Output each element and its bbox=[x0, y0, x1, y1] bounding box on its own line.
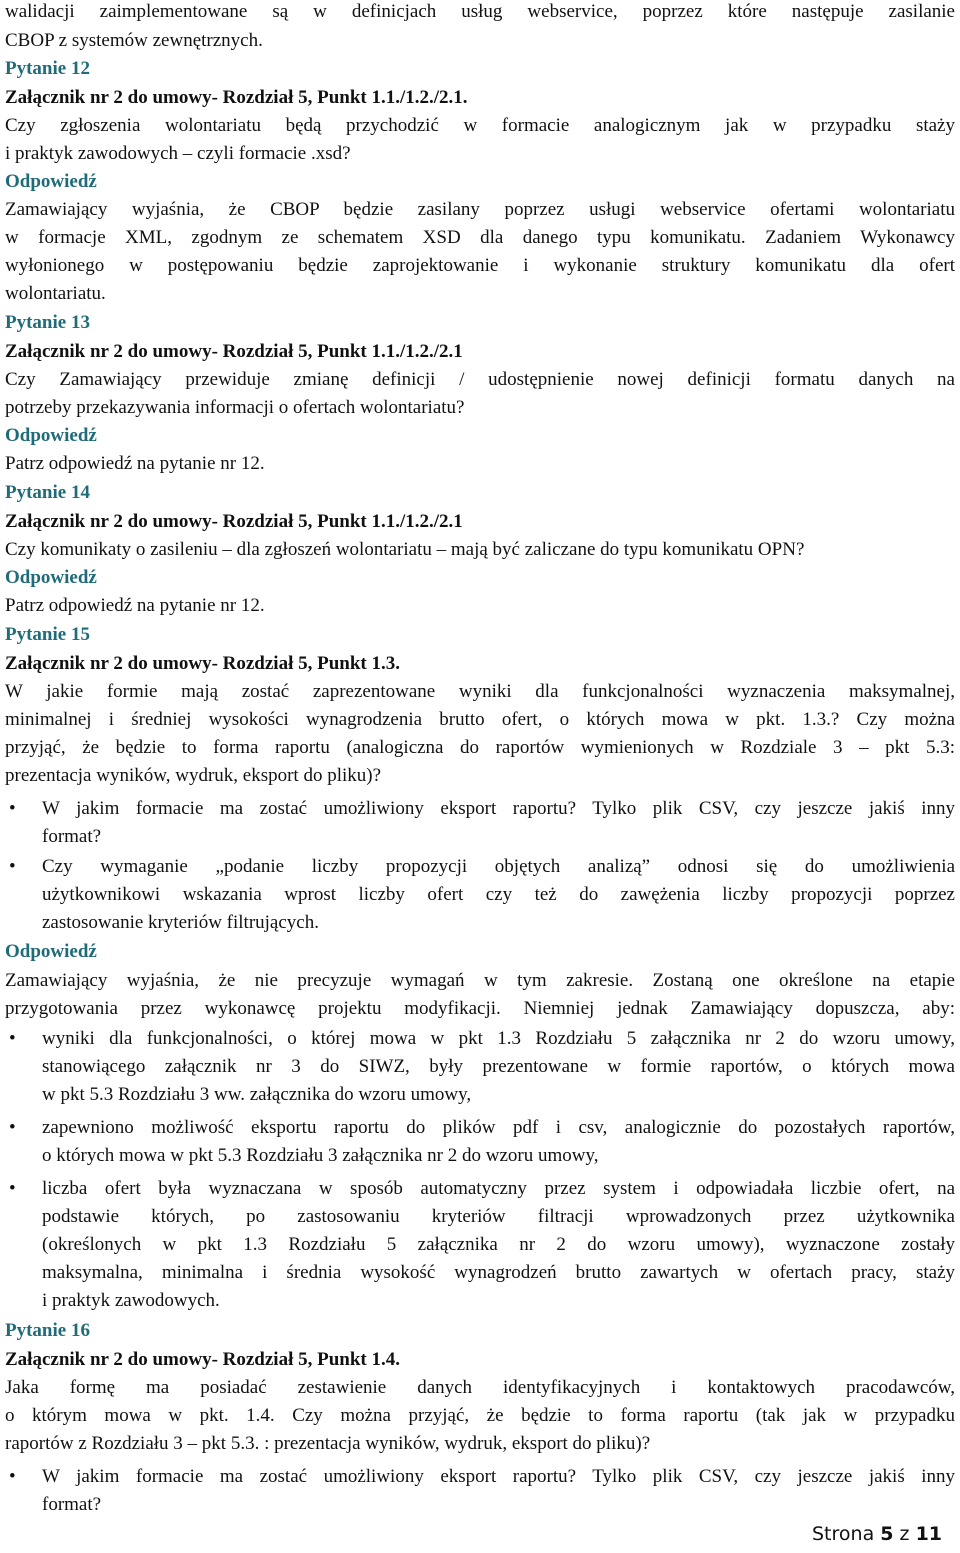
bullet-text-line: stanowiącego załącznik nr 3 do SIWZ, były prezentowane w formie raportów, o których mowa bbox=[42, 1056, 955, 1077]
text-line: Czy komunikaty o zasileniu – dla zgłoszeń wolontariatu – mają być zaliczane do typu komunikatu OPN? bbox=[5, 539, 805, 560]
text-line: raportów z Rozdziału 3 – pkt 5.3. : prezentacja wyników, wydruk, eksport do pliku)? bbox=[5, 1433, 651, 1454]
text-line: przyjąć, że będzie to forma raportu (analogiczna do raportów wymienionych w Rozdziale 3 – pkt 5.3: bbox=[5, 737, 955, 758]
text-line: Zamawiający wyjaśnia, że nie precyzuje wymagań w tym zakresie. Zostaną one określone na etapie bbox=[5, 970, 955, 991]
section-heading: Odpowiedź bbox=[5, 941, 97, 962]
text-line: Czy zgłoszenia wolontariatu będą przychodzić w formacie analogicznym jak w przypadku staży bbox=[5, 115, 955, 136]
reference-heading: Załącznik nr 2 do umowy- Rozdział 5, Punkt 1.3. bbox=[5, 653, 400, 674]
text-line: Zamawiający wyjaśnia, że CBOP będzie zasilany poprzez usługi webservice ofertami wolontariatu bbox=[5, 199, 955, 220]
bullet-icon: • bbox=[9, 1117, 16, 1138]
section-heading: Pytanie 14 bbox=[5, 482, 90, 503]
bullet-text-line: (określonych w pkt 1.3 Rozdziału 5 załącznika nr 2 do wzoru umowy), wyznaczone zostały bbox=[42, 1234, 955, 1255]
text-line: Jaka formę ma posiadać zestawienie danych identyfikacyjnych i kontaktowych pracodawców, bbox=[5, 1377, 955, 1398]
reference-heading: Załącznik nr 2 do umowy- Rozdział 5, Punkt 1.1./1.2./2.1 bbox=[5, 341, 463, 362]
text-line: W jakie formie mają zostać zaprezentowane wyniki dla funkcjonalności wyznaczenia maksymalnej, bbox=[5, 681, 955, 702]
reference-heading: Załącznik nr 2 do umowy- Rozdział 5, Punkt 1.1./1.2./2.1. bbox=[5, 87, 468, 108]
bullet-text-line: użytkownikowi wskazania wprost liczby ofert czy też do zawężenia liczby propozycji poprzez bbox=[42, 884, 955, 905]
bullet-text-line: podstawie których, po zastosowaniu kryteriów filtracji wprowadzonych przez użytkownika bbox=[42, 1206, 955, 1227]
bullet-text-line: W jakim formacie ma zostać umożliwiony eksport raportu? Tylko plik CSV, czy jeszcze jakiś inny bbox=[42, 798, 955, 819]
bullet-text-line: maksymalna, minimalna i średnia wysokość wynagrodzeń brutto zawartych w ofertach pracy, staży bbox=[42, 1262, 955, 1283]
section-heading: Odpowiedź bbox=[5, 567, 97, 588]
text-line: przygotowania przez wykonawcę projektu modyfikacji. Niemniej jednak Zamawiający dopuszcza, aby: bbox=[5, 998, 955, 1019]
bullet-icon: • bbox=[9, 798, 16, 819]
text-line: Patrz odpowiedź na pytanie nr 12. bbox=[5, 453, 265, 474]
text-line: wolontariatu. bbox=[5, 283, 106, 304]
text-line: wyłonionego w postępowaniu będzie zaprojektowanie i wykonanie struktury komunikatu dla ofert bbox=[5, 255, 955, 276]
reference-heading: Załącznik nr 2 do umowy- Rozdział 5, Punkt 1.1./1.2./2.1 bbox=[5, 511, 463, 532]
reference-heading: Załącznik nr 2 do umowy- Rozdział 5, Punkt 1.4. bbox=[5, 1349, 400, 1370]
section-heading: Odpowiedź bbox=[5, 171, 97, 192]
bullet-text-line: i praktyk zawodowych. bbox=[42, 1290, 220, 1311]
page-number: Strona 5 z 11 bbox=[812, 1523, 943, 1545]
text-line: Czy Zamawiający przewiduje zmianę definicji / udostępnienie nowej definicji formatu danych na bbox=[5, 369, 955, 390]
bullet-icon: • bbox=[9, 1028, 16, 1049]
bullet-text-line: w pkt 5.3 Rozdziału 3 ww. załącznika do wzoru umowy, bbox=[42, 1084, 472, 1105]
section-heading: Pytanie 12 bbox=[5, 58, 90, 79]
text-line: walidacji zaimplementowane są w definicjach usług webservice, poprzez które następuje zasilanie bbox=[5, 1, 955, 22]
text-line: minimalnej i średniej wysokości wynagrodzenia brutto ofert, o których mowa w pkt. 1.3.? Czy można bbox=[5, 709, 955, 730]
bullet-text-line: format? bbox=[42, 826, 102, 847]
section-heading: Pytanie 13 bbox=[5, 312, 90, 333]
text-line: Patrz odpowiedź na pytanie nr 12. bbox=[5, 595, 265, 616]
bullet-text-line: o których mowa w pkt 5.3 Rozdziału 3 załącznika nr 2 do wzoru umowy, bbox=[42, 1145, 599, 1166]
text-line: w formacje XML, zgodnym ze schematem XSD dla danego typu komunikatu. Zadaniem Wykonawcy bbox=[5, 227, 955, 248]
bullet-text-line: wyniki dla funkcjonalności, o której mowa w pkt 1.3 Rozdziału 5 załącznika nr 2 do wzoru umowy, bbox=[42, 1028, 955, 1049]
bullet-text-line: zapewniono możliwość eksportu raportu do plików pdf i csv, analogicznie do pozostałych raportów, bbox=[42, 1117, 955, 1138]
bullet-icon: • bbox=[9, 856, 16, 877]
section-heading: Pytanie 15 bbox=[5, 624, 90, 645]
bullet-text-line: zastosowanie kryteriów filtrujących. bbox=[42, 912, 319, 933]
bullet-icon: • bbox=[9, 1466, 16, 1487]
bullet-text-line: format? bbox=[42, 1494, 102, 1515]
section-heading: Pytanie 16 bbox=[5, 1320, 90, 1341]
text-line: i praktyk zawodowych – czyli formacie .xsd? bbox=[5, 143, 351, 164]
text-line: prezentacja wyników, wydruk, eksport do pliku)? bbox=[5, 765, 382, 786]
bullet-text-line: W jakim formacie ma zostać umożliwiony eksport raportu? Tylko plik CSV, czy jeszcze jakiś inny bbox=[42, 1466, 955, 1487]
bullet-icon: • bbox=[9, 1178, 16, 1199]
text-line: CBOP z systemów zewnętrznych. bbox=[5, 30, 263, 51]
bullet-text-line: Czy wymaganie „podanie liczby propozycji objętych analizą” odnosi się do umożliwienia bbox=[42, 856, 955, 877]
bullet-text-line: liczba ofert była wyznaczana w sposób automatyczny przez system i odpowiadała liczbie ofert, na bbox=[42, 1178, 955, 1199]
text-line: potrzeby przekazywania informacji o ofertach wolontariatu? bbox=[5, 397, 465, 418]
section-heading: Odpowiedź bbox=[5, 425, 97, 446]
text-line: o którym mowa w pkt. 1.4. Czy można przyjąć, że będzie to forma raportu (tak jak w przypadku bbox=[5, 1405, 955, 1426]
